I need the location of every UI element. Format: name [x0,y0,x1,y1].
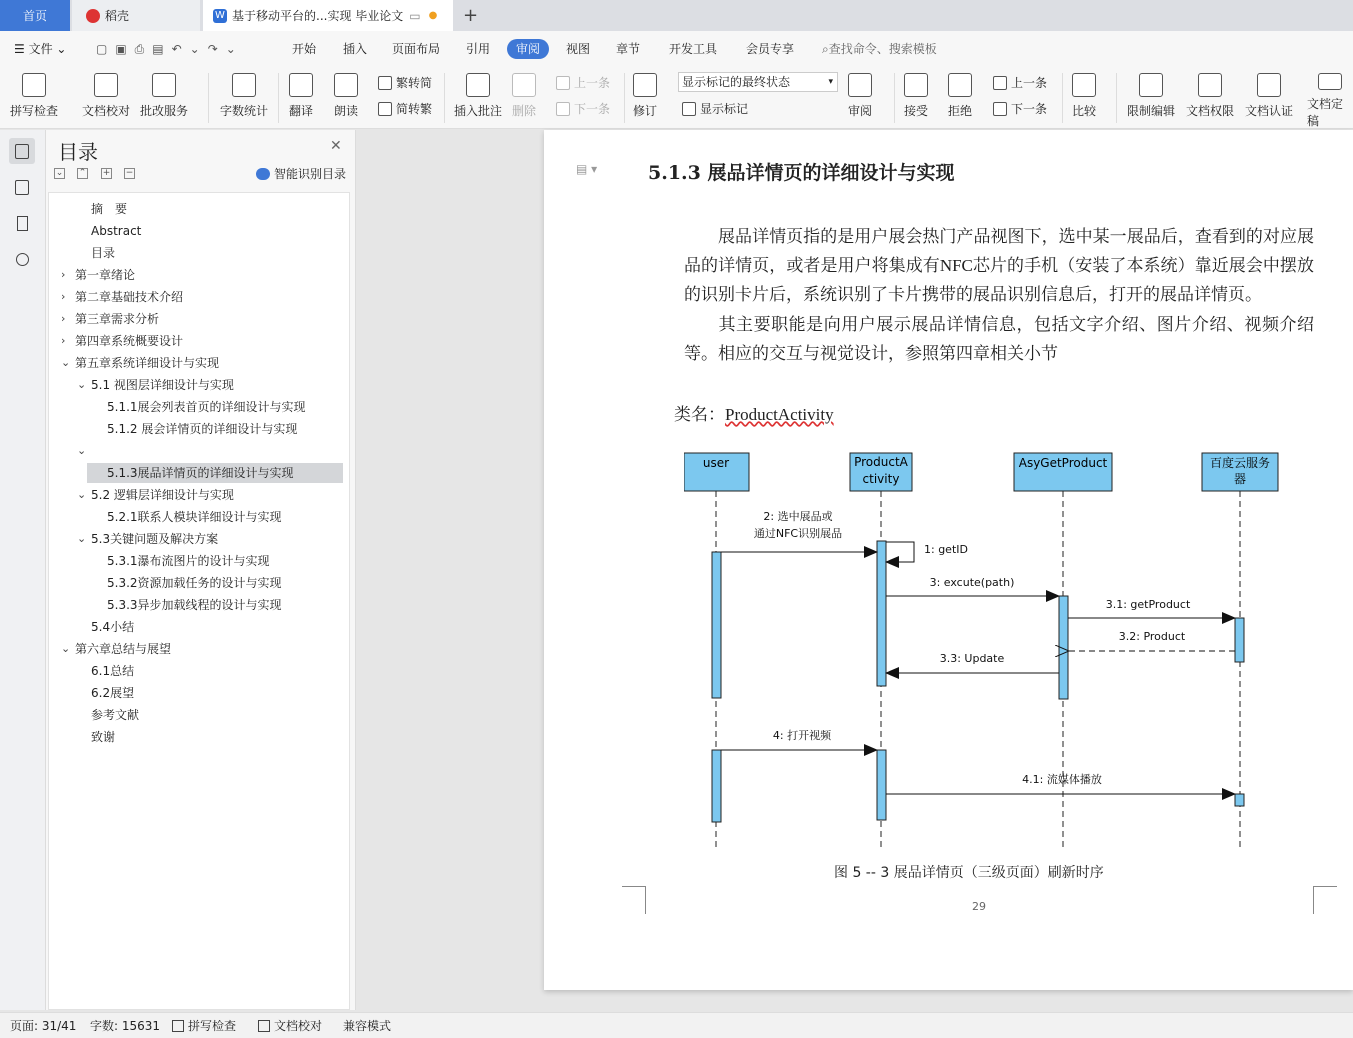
toc-item[interactable] [61,287,184,307]
tab-bar [0,0,1353,31]
delete-comment-label: 删除 [512,104,537,118]
toc-item-label: 第一章绪论 [75,268,136,282]
toc-item[interactable] [61,331,184,351]
next-change-button[interactable] [993,100,1047,118]
menu-bar [0,31,1353,67]
toc-icon [15,144,29,159]
accept-icon [904,73,928,97]
revise-service-button[interactable] [140,67,188,129]
actor-label: AsyGetProduct [1018,456,1108,470]
self-message-arrow [886,542,914,562]
tab-docer[interactable] [72,0,200,31]
toc-item[interactable]: 5.1.2 展会详情页的详细设计与实现 [107,422,298,436]
toc-item[interactable]: 目录 [91,246,116,260]
message-label: 4.1: 流媒体播放 [1022,773,1102,786]
class-name: ProductActivity [725,405,834,424]
proofread-label: 文档校对 [82,104,131,118]
activation-bar [877,541,886,686]
toc-item[interactable]: 参考文献 [91,708,140,722]
markup-state-select[interactable] [678,72,838,92]
next-comment-label: 下一条 [574,102,611,116]
read-aloud-button[interactable] [334,67,358,129]
class-label-prefix: 类名： [674,405,725,424]
tab-home[interactable] [0,0,70,31]
menu-view[interactable]: 视图 [566,42,591,56]
next-change-icon [993,102,1007,116]
show-markup-button[interactable] [682,100,748,118]
final-check-icon [1318,73,1342,90]
trad-to-simp-button[interactable] [378,74,432,92]
reject-label: 拒绝 [948,104,973,118]
smart-toc-button[interactable] [256,165,346,182]
chevron-down-icon[interactable]: ⌄ [77,378,87,391]
ribbon-divider [278,73,279,123]
paragraph-1 [684,222,1314,309]
actor-label: user [702,456,730,470]
toc-item[interactable]: 6.1总结 [91,664,135,678]
message-label: 2: 选中展品或 [763,510,833,523]
unsaved-dot-icon: ● [428,10,438,21]
toc-item-selected[interactable]: 5.1.3展品详情页的详细设计与实现 [87,463,343,483]
activation-bar [1235,794,1244,806]
toc-item[interactable] [77,529,219,549]
toc-item[interactable]: 5.3.2资源加载任务的设计与实现 [107,576,282,590]
ribbon-divider [1116,73,1117,123]
activation-bar [1235,618,1244,662]
proofread-button[interactable] [82,67,130,129]
menu-insert[interactable]: 插入 [343,42,368,56]
menu-start[interactable]: 开始 [292,42,317,56]
permission-icon [1198,73,1222,97]
wps-writer-icon: W [213,9,227,23]
message-label: 3.3: Update [939,652,1005,665]
message-label: 3.1: getProduct [1105,598,1191,611]
delete-comment-button[interactable] [512,67,536,129]
menu-layout[interactable]: 页面布局 [392,42,441,56]
revise-service-label: 批改服务 [140,104,189,118]
docer-icon [86,9,100,23]
class-label [674,400,834,425]
toc-item[interactable] [77,375,234,395]
bookmark-icon [17,216,28,231]
toc-item[interactable]: 5.1.1展会列表首页的详细设计与实现 [107,400,306,414]
collapse-all-icon[interactable]: ⌃ [78,168,87,178]
toc-item-label: 5.3关键问题及解决方案 [91,532,219,546]
word-count-button[interactable] [220,67,268,129]
checkbox-icon [172,1020,184,1032]
prev-change-label: 上一条 [1011,76,1048,90]
lifelines [716,491,1240,850]
ribbon-divider [624,73,625,123]
chevron-down-icon[interactable]: ⌄ [77,532,87,545]
next-change-label: 下一条 [1011,102,1048,116]
reject-button[interactable] [948,67,972,129]
actor-baidu-cloud [1202,453,1278,491]
doc-auth-label: 文档认证 [1245,104,1294,118]
paragraph-2-text: 其主要职能是向用户展示展品详情信息，包括文字介绍、图片介绍、视频介绍等。相应的交互与视觉设计，参照第四章相关小节 [684,315,1314,363]
translate-label: 翻译 [289,104,314,118]
status-spell-check[interactable] [172,1013,236,1038]
chevron-right-icon[interactable]: › [61,312,66,325]
message-label: 1: getID [924,543,968,556]
actor-label: 百度云服务 [1209,456,1271,470]
doc-permission-label: 文档权限 [1186,104,1235,118]
section-heading: 5.1.3 展品详情页的详细设计与实现 [648,162,955,184]
status-spell-label: 拼写检查 [188,1019,237,1033]
toc-item[interactable]: 6.2展望 [91,686,135,700]
page-indicator[interactable]: 页面: 31/41 [10,1019,77,1033]
review-pane-button[interactable] [848,67,872,129]
toc-item-label: 第六章总结与展望 [75,642,172,656]
quick-access-toolbar[interactable]: ▢▣⎙▤↶⌄↷⌄ [96,42,244,56]
read-aloud-label: 朗读 [334,104,359,118]
find-nav-button[interactable] [9,246,35,272]
sequence-diagram [684,448,1304,852]
status-proofread-label: 文档校对 [274,1019,323,1033]
toc-panel [46,130,356,1010]
trad-simp-icon [378,76,392,90]
paragraph-1-text: 展品详情页指的是用户展会热门产品视图下，选中某一展品后，查看到的对应展品的详情页，或者是用户将集成有NFC芯片的手机（安装了本系统）靠近展会中摆放的识别卡片后，系统识别了卡片携带的展品识别信息后，打开的展品详情页。 [684,227,1314,304]
search-icon: ⌕ [822,42,829,56]
toc-item-label: 第三章需求分析 [75,312,160,326]
compare-icon [1072,73,1096,97]
message-label: 4: 打开视频 [772,729,832,742]
review-pane-label: 审阅 [848,104,873,118]
toc-item-label: 5.1 视图层详细设计与实现 [91,378,234,392]
bookmark-nav-button[interactable] [9,210,35,236]
tab-document-label: 基于移动平台的...实现 毕业论文 [232,9,404,23]
chevron-right-icon[interactable]: › [61,290,66,303]
toc-item[interactable]: 摘 要 [91,202,128,216]
word-count-icon [232,73,256,97]
search-icon [16,253,29,266]
status-proofread[interactable] [258,1013,322,1038]
toc-item[interactable]: Abstract [91,224,142,238]
activation-bar [712,750,721,822]
tab-document[interactable] [203,0,453,31]
simp-trad-icon [378,102,392,116]
restrict-edit-button[interactable] [1127,67,1175,129]
restrict-edit-label: 限制编辑 [1127,104,1176,118]
chevron-down-icon[interactable]: ⌄ [77,488,87,501]
menu-devtools[interactable]: 开发工具 [669,42,718,56]
word-count-label: 字数统计 [220,104,269,118]
checkbox-icon [258,1020,270,1032]
show-markup-label: 显示标记 [700,102,749,116]
track-changes-button[interactable] [633,67,657,129]
document-page[interactable] [544,130,1353,990]
simp-to-trad-button[interactable] [378,100,432,118]
doc-permission-button[interactable] [1186,67,1234,129]
track-changes-icon [633,73,657,97]
simp-to-trad-label: 简转繁 [396,102,433,116]
chevron-down-icon[interactable]: ⌄ [61,356,71,369]
prev-change-icon [993,76,1007,90]
menu-member[interactable]: 会员专享 [746,42,795,56]
prev-change-button[interactable] [993,74,1047,92]
insert-comment-label: 插入批注 [454,104,503,118]
doc-final-label: 文档定稿 [1307,97,1344,128]
spell-check-button[interactable] [10,67,58,129]
monitor-icon: ▭ [409,8,421,23]
show-markup-icon [682,102,696,116]
chevron-right-icon[interactable]: › [61,268,66,281]
activation-bar [877,750,886,820]
tab-docer-label: 稻壳 [105,9,130,23]
translate-icon [289,73,313,97]
menu-reference[interactable]: 引用 [466,42,491,56]
review-pane-icon [848,73,872,97]
toc-item[interactable] [61,353,220,373]
ribbon-divider [208,73,209,123]
menu-chapter[interactable]: 章节 [616,42,641,56]
next-comment-button[interactable] [556,100,610,118]
reject-icon [948,73,972,97]
prev-comment-icon [556,76,570,90]
actor-user [684,453,749,491]
chevron-down-icon[interactable]: ⌄ [77,444,87,457]
page-corner-mark [622,886,646,914]
trad-to-simp-label: 繁转简 [396,76,433,90]
message-label: 通过NFC识别展品 [753,527,843,540]
toc-item-label: 第五章系统详细设计与实现 [75,356,220,370]
review-ribbon [0,67,1353,129]
ai-icon [256,168,270,180]
chevron-down-icon: ▾ [828,77,833,87]
revise-service-icon [152,73,176,97]
track-changes-label: 修订 [633,104,658,118]
chapter-nav-button[interactable] [9,174,35,200]
toc-item-label: 第四章系统概要设计 [75,334,184,348]
chapter-icon [15,180,29,195]
chevron-down-icon[interactable]: ⌄ [61,642,71,655]
toc-item[interactable] [61,309,160,329]
toc-nav-button[interactable] [9,138,35,164]
doc-final-button[interactable] [1307,67,1353,129]
compare-label: 比较 [1072,104,1097,118]
comment-icon [466,73,490,97]
shield-icon [1257,73,1281,97]
ribbon-divider [894,73,895,123]
word-count-indicator[interactable]: 字数: 15631 [90,1019,161,1033]
paragraph-handle-icon[interactable]: ▤ ▾ [576,162,598,176]
toc-item-label: 第二章基础技术介绍 [75,290,184,304]
activation-bar [712,552,721,698]
proofread-icon [94,73,118,97]
next-comment-icon [556,102,570,116]
toc-item[interactable]: 致谢 [91,730,116,744]
toc-item[interactable]: 5.2.1联系人模块详细设计与实现 [107,510,282,524]
accept-label: 接受 [904,104,929,118]
toc-item[interactable]: 5.3.3异步加载线程的设计与实现 [107,598,282,612]
insert-comment-button[interactable] [454,67,502,129]
translate-button[interactable] [289,67,313,129]
message-label: 3: excute(path) [929,576,1015,589]
toc-item[interactable] [61,639,172,659]
file-menu-label: 文件 [28,42,53,56]
file-menu[interactable]: ☰ 文件 ⌄ [14,42,67,56]
chevron-right-icon[interactable]: › [61,334,66,347]
ribbon-divider [1062,73,1063,123]
navigation-strip [0,130,46,1010]
expand-all-icon[interactable]: ⌄ [55,168,64,178]
read-aloud-icon [334,73,358,97]
tab-home-label: 首页 [22,9,47,23]
prev-comment-label: 上一条 [574,76,611,90]
document-canvas[interactable] [357,130,1353,1010]
menu-review[interactable]: 审阅 [507,39,549,59]
figure-caption: 图 5 -- 3 展品详情页（三级页面）刷新时序 [834,865,1104,881]
spell-check-icon [22,73,46,97]
toc-item-label: 5.2 逻辑层详细设计与实现 [91,488,234,502]
lock-icon [1139,73,1163,97]
actor-label: 器 [1233,472,1247,486]
delete-comment-icon [512,73,536,97]
prev-comment-button[interactable] [556,74,610,92]
toc-item[interactable]: 5.3.1瀑布流图片的设计与实现 [107,554,270,568]
toc-item[interactable] [77,485,234,505]
actor-label: ctivity [862,472,900,486]
smart-toc-label: 智能识别目录 [274,167,347,181]
new-tab-button[interactable]: + [463,5,479,26]
toc-item[interactable]: 5.4小结 [91,620,135,634]
toc-title: 目录 [58,140,98,164]
page-number: 29 [972,900,986,913]
add-level-icon[interactable]: + [102,168,111,178]
command-search-label: 查找命令、搜索模板 [828,42,937,56]
actor-label: ProductA [854,455,908,469]
status-bar [0,1012,1353,1038]
paragraph-2 [684,310,1314,368]
activation-bar [1059,596,1068,699]
ribbon-divider [444,73,445,123]
command-search[interactable] [822,31,937,67]
actor-asygetproduct [1014,453,1112,491]
actor-productactivity [850,453,912,491]
compare-button[interactable] [1072,67,1096,129]
message-label: 3.2: Product [1118,630,1186,643]
doc-auth-button[interactable] [1245,67,1293,129]
page-corner-mark [1313,886,1337,914]
toc-list [48,192,350,1010]
markup-state-value: 显示标记的最终状态 [682,75,791,89]
toc-item[interactable] [61,265,136,285]
spell-check-label: 拼写检查 [10,104,59,118]
remove-level-icon[interactable]: − [125,168,134,178]
close-icon[interactable]: ✕ [330,138,342,154]
accept-button[interactable] [904,67,928,129]
compat-mode: 兼容模式 [343,1019,392,1033]
